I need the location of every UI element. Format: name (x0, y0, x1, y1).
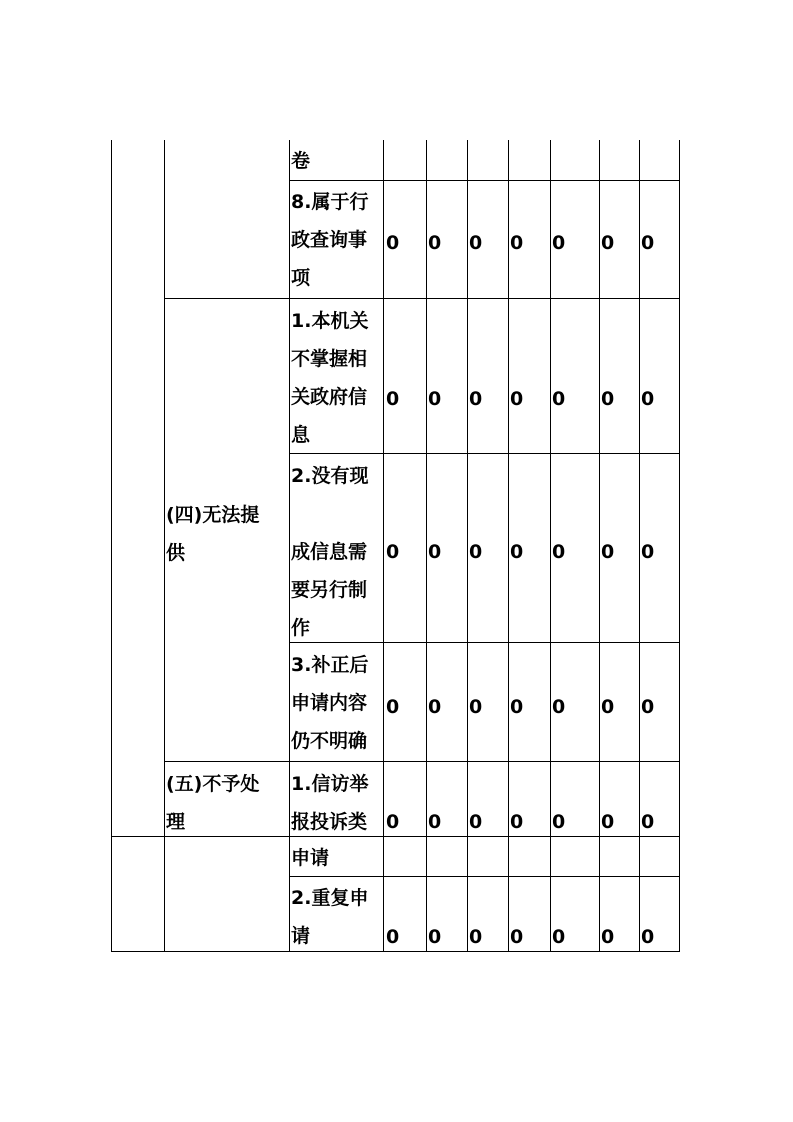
value-cell: 0 (428, 926, 442, 948)
value-cell: 0 (469, 541, 483, 563)
col-line (639, 140, 640, 837)
value-cell: 0 (641, 541, 655, 563)
col-line (383, 140, 384, 837)
item-label: 卷 (291, 150, 311, 172)
col-line (639, 836, 640, 952)
col-line (679, 140, 680, 837)
value-cell: 0 (552, 696, 566, 718)
col-line (426, 836, 427, 952)
item-label: 2.没有现 成信息需 要另行制 作 (291, 465, 369, 639)
item-label: 申请 (291, 847, 330, 869)
col-line (467, 836, 468, 952)
value-cell: 0 (601, 811, 615, 833)
value-cell: 0 (386, 541, 400, 563)
col-line (679, 836, 680, 952)
col-line (550, 836, 551, 952)
value-cell: 0 (469, 388, 483, 410)
col-line (467, 140, 468, 837)
col-line (289, 836, 290, 952)
item-label: 8.属于行 政查询事 项 (291, 191, 369, 289)
value-cell: 0 (641, 696, 655, 718)
col-line (111, 140, 112, 837)
value-cell: 0 (641, 926, 655, 948)
item-label: 1.信访举 报投诉类 (291, 773, 369, 833)
value-cell: 0 (601, 388, 615, 410)
col-line (164, 140, 165, 837)
value-cell: 0 (386, 926, 400, 948)
row-line (164, 761, 680, 762)
value-cell: 0 (386, 696, 400, 718)
value-cell: 0 (469, 926, 483, 948)
item-label: 3.补正后 申请内容 仍不明确 (291, 654, 369, 752)
row-line (289, 876, 680, 877)
row-line (164, 298, 680, 299)
value-cell: 0 (469, 232, 483, 254)
row-line (289, 180, 680, 181)
value-cell: 0 (428, 811, 442, 833)
col-line (426, 140, 427, 837)
value-cell: 0 (601, 232, 615, 254)
category-label: (五)不予处 理 (166, 773, 260, 833)
value-cell: 0 (552, 388, 566, 410)
col-line (164, 836, 165, 952)
col-line (383, 836, 384, 952)
col-line (599, 836, 600, 952)
value-cell: 0 (510, 811, 524, 833)
value-cell: 0 (552, 811, 566, 833)
value-cell: 0 (428, 232, 442, 254)
value-cell: 0 (510, 926, 524, 948)
category-label: (四)无法提 供 (166, 504, 260, 564)
item-label: 1.本机关 不掌握相 关政府信 息 (291, 310, 369, 446)
col-line (289, 140, 290, 837)
value-cell: 0 (601, 696, 615, 718)
value-cell: 0 (510, 232, 524, 254)
value-cell: 0 (552, 926, 566, 948)
col-line (599, 140, 600, 837)
value-cell: 0 (552, 232, 566, 254)
value-cell: 0 (386, 388, 400, 410)
row-line (111, 951, 680, 952)
col-line (550, 140, 551, 837)
value-cell: 0 (386, 232, 400, 254)
value-cell: 0 (428, 541, 442, 563)
value-cell: 0 (386, 811, 400, 833)
value-cell: 0 (428, 388, 442, 410)
col-line (508, 836, 509, 952)
value-cell: 0 (510, 696, 524, 718)
value-cell: 0 (601, 926, 615, 948)
value-cell: 0 (641, 232, 655, 254)
value-cell: 0 (469, 696, 483, 718)
col-line (508, 140, 509, 837)
value-cell: 0 (510, 541, 524, 563)
value-cell: 0 (469, 811, 483, 833)
value-cell: 0 (601, 541, 615, 563)
value-cell: 0 (641, 388, 655, 410)
col-line (111, 836, 112, 952)
value-cell: 0 (552, 541, 566, 563)
value-cell: 0 (510, 388, 524, 410)
value-cell: 0 (428, 696, 442, 718)
value-cell: 0 (641, 811, 655, 833)
item-label: 2.重复申 请 (291, 887, 369, 947)
